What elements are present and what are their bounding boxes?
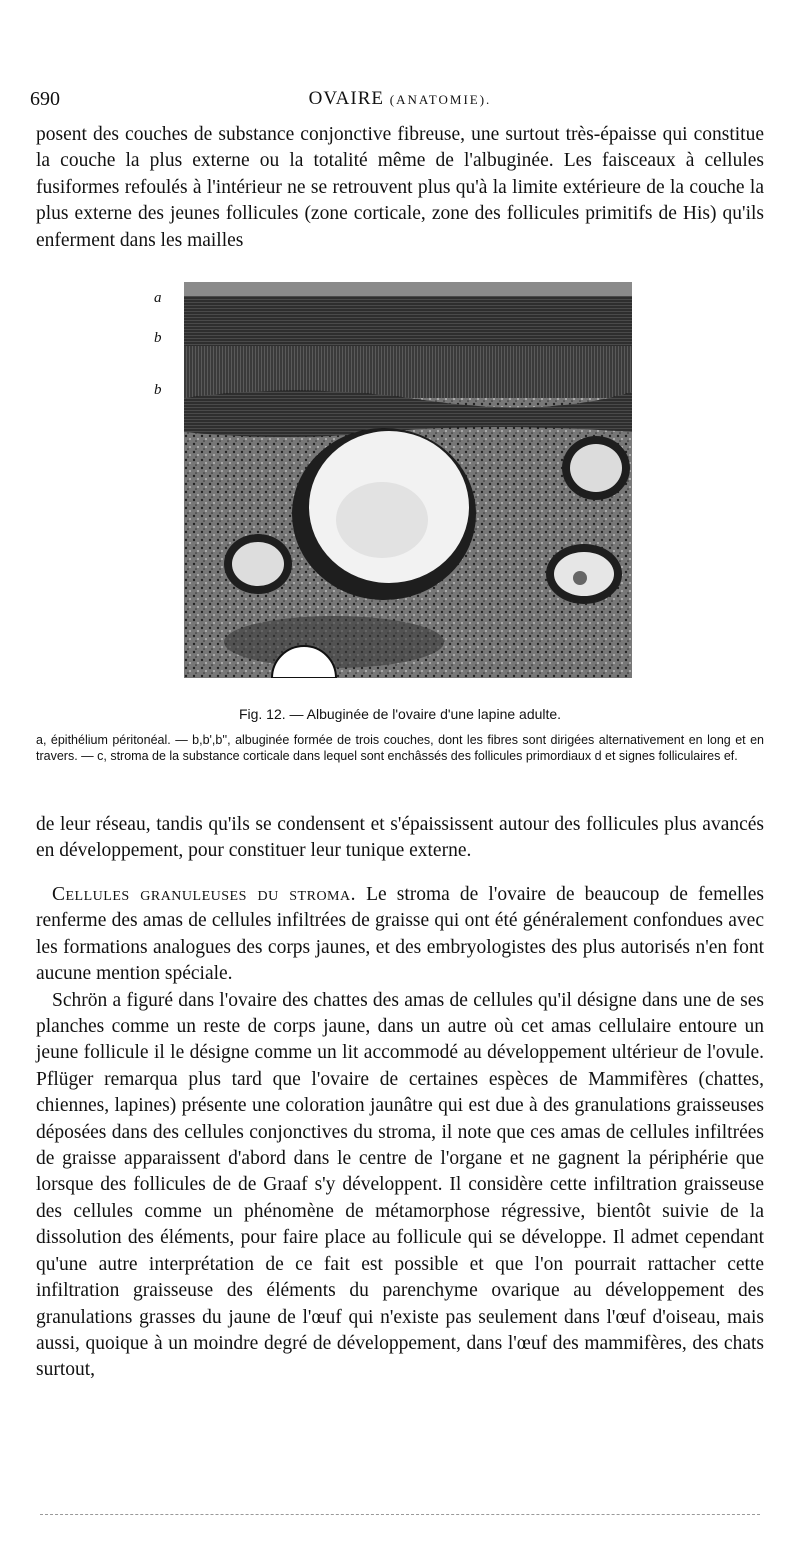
figure-label-b2: b — [154, 382, 162, 398]
figure-caption-legend: a, épithélium péritonéal. — b,b',b'', albuginée formée de trois couches, dont les fibres sont dirigées alternativement en long et en travers. — c, stroma de la substance corticale dans lequel sont enchâssés des follicules primordiaux d et signes folliculaires ef. — [36, 733, 764, 763]
footer-rule — [40, 1514, 760, 1515]
paragraph-2 — [36, 812, 764, 865]
section-granular-cells — [36, 882, 764, 1384]
page-header — [30, 88, 770, 118]
paragraph-2-text: de leur réseau, tandis qu'ils se condensent et s'épaississent autour des follicules plus avancés en développement, pour constituer leur tunique externe. — [36, 814, 764, 862]
section-heading: Cellules granuleuses du stroma. — [52, 884, 356, 905]
figure-12 — [150, 282, 632, 682]
running-title — [30, 88, 770, 110]
paragraph-1-text: posent des couches de substance conjonctive fibreuse, une surtout très-épaisse qui constitue la couche la plus externe ou la totalité même de l'albuginée. Les faisceaux à cellules fusiformes refoulés à l'intérieur ne se retrouvent plus qu'à la limite extérieure de la couche la plus externe des jeunes follicules (zone corticale, zone des follicules primitifs de His) qu'ils enferment dans les mailles — [36, 124, 764, 251]
paragraph-3-text: Le stroma de l'ovaire de beaucoup de femelles renferme des amas de cellules infiltrées de graisse qui ont été généralement confondues avec les formations analogues des corps jaunes, et des embryologistes des plus autorisés n'en font aucune mention spéciale. — [36, 884, 764, 985]
running-title-main: OVAIRE — [308, 88, 384, 109]
figure-label-a: a — [154, 290, 162, 306]
figure-label-b: b — [154, 330, 162, 346]
paragraph-4: Schrön a figuré dans l'ovaire des chattes des amas de cellules qu'il désigne dans une de ses planches comme un reste de corps jaune, dans un autre où cet amas cellulaire entoure un jeune follicule il le désigne comme un lit accommodé au développement ultérieur de l'ovule. Pflüger remarqua plus tard que l'ovaire de certaines espèces de Mammifères (chattes, chiennes, lapines) présente une coloration jaunâtre qui est due à des granulations graisseuses déposées dans des cellules conjonctives du stroma, il note que ces amas de cellules infiltrées de graisse apparaissent d'abord dans le centre de l'organe et ne gagnent la périphérie que lorsque des follicules de de Graaf s'y développent. Il considère cette infiltration graisseuse des cellules comme un phénomène de métamorphose régressive, bientôt suivie de la dissolution des éléments, pour faire place au follicule qui se développe. Il admet cependant qu'une autre interprétation de ce fait est possible et que l'on pourrait rattacher cette infiltration graisseuse des éléments du parenchyme ovarique au développement des granulations grasses du jaune de l'œuf qui n'existe pas seulement dans l'œuf d'oiseau, mais aussi, quoique à un moindre degré de développement, dans l'œuf des mammifères, des chats surtout, — [36, 989, 764, 1381]
paragraph-1 — [36, 122, 764, 254]
figure-labels — [150, 282, 180, 682]
paragraph-3 — [36, 882, 764, 988]
running-title-sub: (ANATOMIE). — [389, 92, 492, 107]
albuginea-illustration — [184, 282, 632, 678]
figure-caption-title: Fig. 12. — Albuginée de l'ovaire d'une lapine adulte. — [238, 706, 562, 722]
page-number: 690 — [30, 88, 60, 110]
